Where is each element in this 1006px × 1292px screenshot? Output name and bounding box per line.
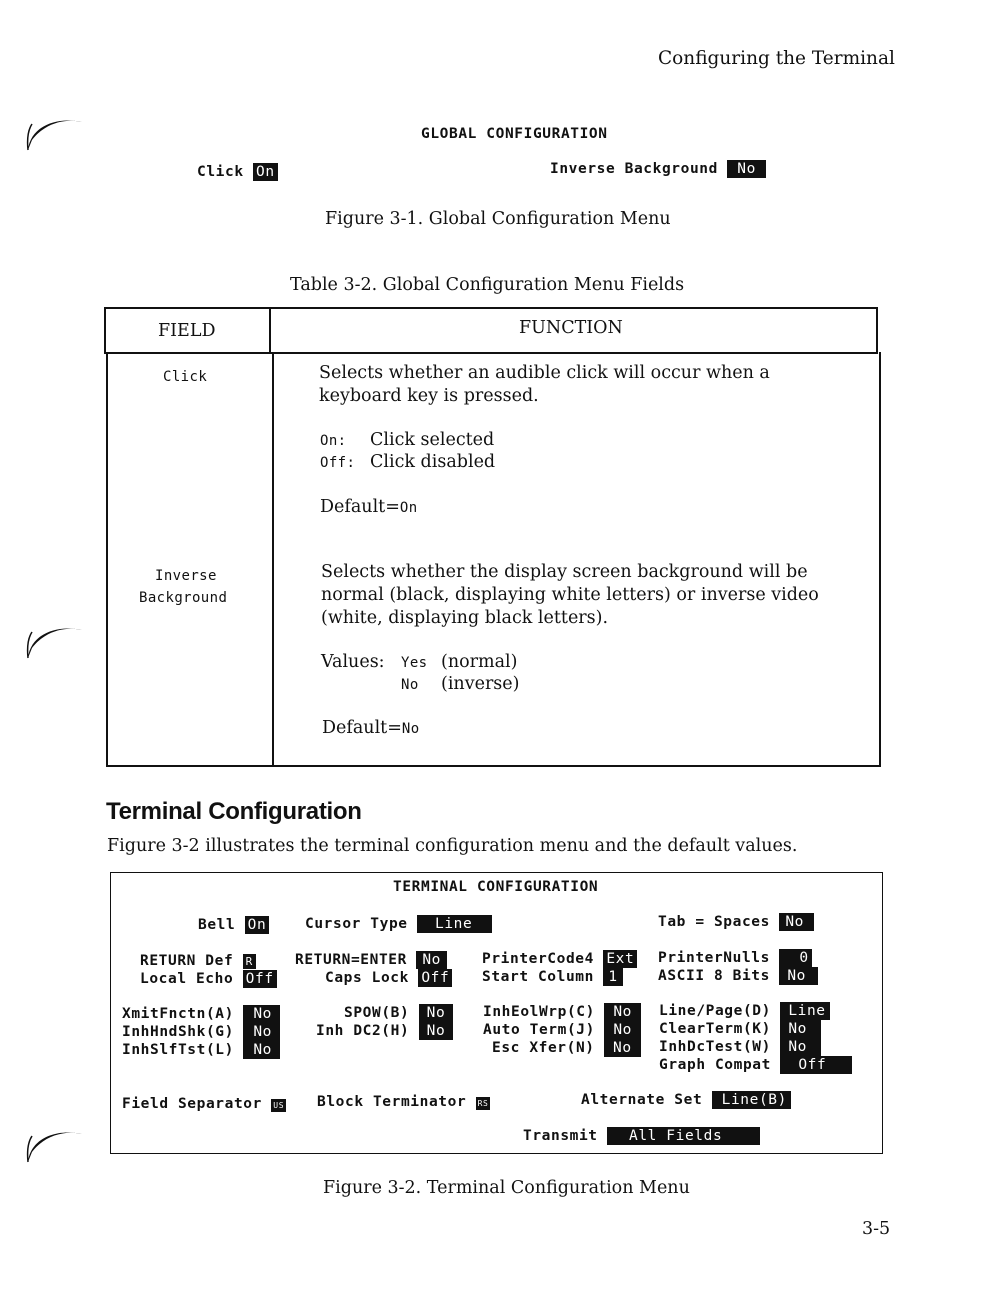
row-inverse-default: Default=No — [322, 718, 420, 738]
field-separator-field: Field Separator US — [122, 1096, 285, 1112]
return-def-field: RETURN Def R — [140, 953, 256, 969]
graph-compat-value: Off — [780, 1056, 852, 1074]
row-click-field: Click — [163, 369, 208, 385]
row-click-description: Selects whether an audible click will occur when a keyboard key is pressed. — [319, 363, 770, 406]
section-heading: Terminal Configuration — [106, 798, 362, 825]
inh-eol-wrp-value: No — [604, 1003, 641, 1021]
start-column-value: 1 — [603, 968, 622, 986]
auto-term-field: Auto Term(J) No — [483, 1022, 641, 1038]
click-field — [197, 164, 278, 180]
printer-nulls-value: 0 — [779, 949, 811, 967]
running-header: Configuring the Terminal — [658, 48, 895, 69]
tab-spaces-value: No — [779, 913, 814, 931]
transmit-field: Transmit All Fields — [523, 1128, 760, 1144]
figure-3-1-caption: Figure 3-1. Global Configuration Menu — [325, 209, 671, 229]
ascii-bits-value: No — [779, 967, 818, 985]
line-page-field: Line/Page(D) Line — [659, 1003, 830, 1019]
cursor-type-value: Line — [417, 915, 492, 933]
caps-lock-value: Off — [418, 969, 452, 987]
inh-slf-tst-value: No — [243, 1041, 280, 1059]
inh-slf-tst-field: InhSlfTst(L) No — [122, 1042, 280, 1058]
binder-hole-mark — [24, 110, 94, 160]
start-column-field: Start Column 1 — [482, 969, 623, 985]
binder-hole-mark — [24, 618, 94, 668]
row-inverse-values-label: Values: — [321, 652, 385, 672]
column-header-field: FIELD — [158, 321, 216, 341]
block-terminator-value: RS — [477, 1099, 489, 1108]
click-label: Click — [197, 164, 244, 180]
esc-xfer-field: Esc Xfer(N) No — [492, 1040, 641, 1056]
row-inverse-description: Selects whether the display screen background will be normal (black, displaying white letters) or inverse video (white, displaying black letters). — [321, 562, 819, 628]
row-click-option-on: On: Click selected — [320, 430, 495, 450]
bell-value: On — [245, 916, 270, 934]
esc-xfer-value: No — [604, 1039, 641, 1057]
inverse-background-value: No — [727, 160, 766, 178]
inh-hnd-shk-field: InhHndShk(G) No — [122, 1024, 280, 1040]
return-enter-value: No — [416, 951, 447, 969]
page-number: 3-5 — [862, 1219, 891, 1239]
table-3-2-caption: Table 3-2. Global Configuration Menu Fields — [290, 275, 685, 295]
terminal-menu-title: TERMINAL CONFIGURATION — [393, 879, 599, 895]
click-value: On — [253, 163, 278, 181]
spow-field: SPOW(B) No — [344, 1005, 453, 1021]
row-click-default: Default=On — [320, 497, 418, 517]
block-terminator-field: Block Terminator RS — [317, 1094, 489, 1110]
row-inverse-field-line1: Inverse — [155, 568, 217, 584]
inh-dc-test-value: No — [780, 1038, 821, 1056]
auto-term-value: No — [604, 1021, 641, 1039]
alternate-set-value: Line(B) — [712, 1091, 791, 1109]
row-inverse-option-yes: Yes (normal) — [401, 652, 518, 672]
global-menu-title: GLOBAL CONFIGURATION — [421, 126, 608, 142]
inverse-background-field — [550, 161, 766, 177]
return-enter-field: RETURN=ENTER No — [295, 952, 447, 968]
inh-dc-test-field: InhDcTest(W) No — [659, 1039, 821, 1055]
caps-lock-field: Caps Lock Off — [325, 970, 452, 986]
figure-3-2-caption: Figure 3-2. Terminal Configuration Menu — [323, 1178, 690, 1198]
printer-code-field: PrinterCode4 Ext — [482, 951, 637, 967]
xmit-fnctn-value: No — [243, 1005, 280, 1023]
inh-hnd-shk-value: No — [243, 1023, 280, 1041]
clear-term-value: No — [780, 1020, 821, 1038]
printer-nulls-field: PrinterNulls 0 — [658, 950, 812, 966]
row-inverse-field-line2: Background — [139, 590, 228, 606]
row-inverse-option-no: No (inverse) — [401, 674, 520, 694]
column-header-function: FUNCTION — [519, 318, 623, 338]
local-echo-value: Off — [243, 970, 277, 988]
row-click-option-off: Off: Click disabled — [320, 452, 496, 472]
bell-field: Bell On — [198, 917, 269, 933]
tab-spaces-field: Tab = Spaces No — [658, 914, 814, 930]
graph-compat-field: Graph Compat Off — [659, 1057, 852, 1073]
transmit-value: All Fields — [607, 1127, 760, 1145]
return-def-value: R — [243, 954, 256, 969]
inverse-background-label: Inverse Background — [550, 161, 718, 177]
inh-eol-wrp-field: InhEolWrp(C) No — [483, 1004, 641, 1020]
line-page-value: Line — [780, 1002, 829, 1020]
inh-dc2-field: Inh DC2(H) No — [316, 1023, 453, 1039]
section-intro: Figure 3-2 illustrates the terminal configuration menu and the default values. — [107, 836, 798, 856]
inh-dc2-value: No — [419, 1022, 454, 1040]
ascii-bits-field: ASCII 8 Bits No — [658, 968, 818, 984]
clear-term-field: ClearTerm(K) No — [659, 1021, 821, 1037]
alternate-set-field: Alternate Set Line(B) — [581, 1092, 791, 1108]
printer-code-value: Ext — [603, 950, 637, 968]
field-separator-value: US — [273, 1101, 285, 1110]
local-echo-field: Local Echo Off — [140, 971, 277, 987]
spow-value: No — [419, 1004, 454, 1022]
xmit-fnctn-field: XmitFnctn(A) No — [122, 1006, 280, 1022]
binder-hole-mark — [24, 1122, 94, 1172]
cursor-type-field: Cursor Type Line — [305, 916, 492, 932]
